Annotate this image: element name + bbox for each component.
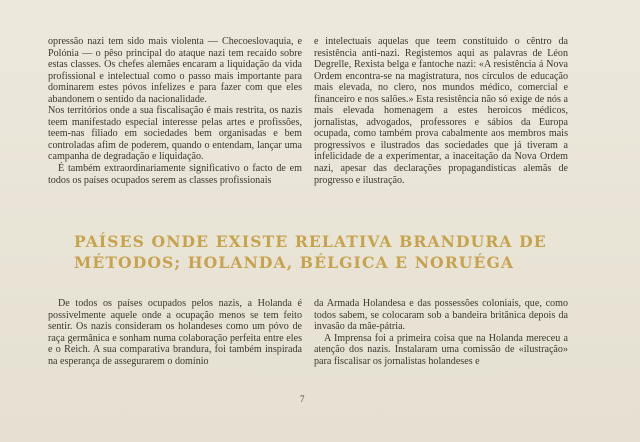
paragraph: Nos territórios onde a sua fiscalisação é mais restrita, os nazis teem manifestado especial interesse pelas artes e profissões, teem-nas filiado em sociedades bem organisadas e bem controladas afim de poderem, quando o entendam, lançar uma campanha de degradação e liquidação. [48, 105, 302, 163]
section-heading [74, 231, 594, 273]
paragraph: e intelectuais aquelas que teem constituido o cêntro da resistência anti-nazi. Registemos aqui as palavras de Léon Degrelle, Rexista belga e fantoche nazi: «A resistência á Nova Ordem encontra-se na magistratura, nos círculos de educação mais elevada, no clero, nos mundos médico, comercial e financeiro e nos salões.» Esta resistência não só exige de nós a mais elevada homenagem a estes heroicos médicos, jornalistas, advogados, professores e sábios da Europa ocupada, como também prova cabalmente aos membros mais progressivos e ilustrados das sociedades que já tiveram a infelicidade de a experimentar, a inaceitação da Nova Ordem nazi, apesar das declarações propagandísticas alemãs de progresso e ilustração. [314, 36, 568, 186]
top-right-column [314, 36, 568, 186]
paragraph: da Armada Holandesa e das possessões coloniais, que, como todos sabem, se colocaram sob a bandeira britânica depois da invasão da mãe-pátria. [314, 298, 568, 333]
heading-line: PAÍSES ONDE EXISTE RELATIVA BRANDURA DE [74, 232, 547, 251]
bottom-right-column [314, 298, 568, 367]
page-number: 7 [300, 394, 305, 404]
paragraph: É também extraordinariamente significativo o facto de em todos os países ocupados serem as classes profissionais [48, 163, 302, 186]
paragraph: opressão nazi tem sido mais violenta — Checoeslovaquia, e Polónia — o pêso principal do ataque nazi tem recaido sobre estas classes. Os chefes alemães encaram a liquidação da vida profissional e intelectual como o passo mais importante para dominarem estes póvos infelizes e para fazer com que eles abandonem o sentido da nacionalidade. [48, 36, 302, 105]
paragraph: De todos os países ocupados pelos nazis, a Holanda é possivelmente aquele onde a ocupação menos se tem feito sentir. Os nazis consideram os holandeses como um póvo de raça germânica e sonham numa colaboração perfeita entre eles e o Reich. A sua comparativa brandura, foi também inspirada na esperança de assegurarem o domínio [48, 298, 302, 367]
bottom-left-column [48, 298, 302, 367]
top-left-column [48, 36, 302, 186]
heading-line: MÉTODOS; HOLANDA, BÉLGICA E NORUÉGA [74, 253, 515, 272]
paragraph: A Imprensa foi a primeira coisa que na Holanda mereceu a atenção dos nazis. Instalaram uma comissão de «ilustração» para fiscalisar os jornalistas holandeses e [314, 332, 568, 367]
